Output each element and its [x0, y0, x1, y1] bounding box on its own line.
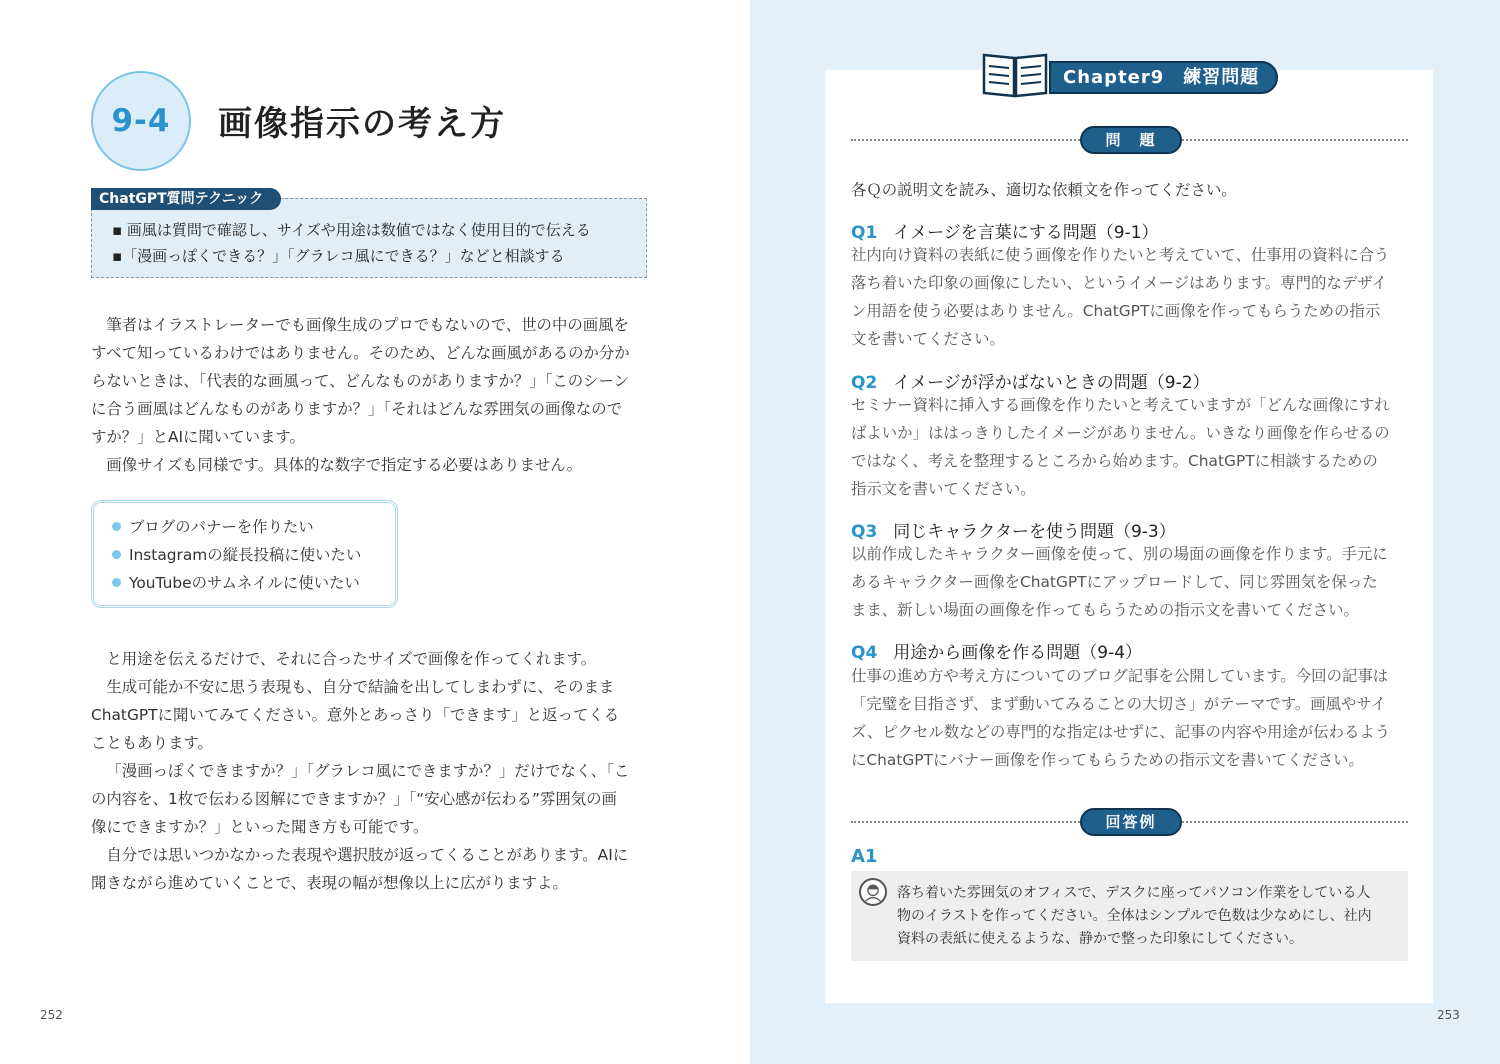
question-number: Q2 [851, 373, 878, 393]
bullet-dot-icon [112, 578, 121, 587]
paragraph-line: の内容を、1枚で伝わる図解にできますか？」「“安心感が伝わる”雰囲気の画 [91, 790, 617, 808]
paragraph-line: 自分では思いつかなかった表現や選択肢が返ってくることがあります。AIに [106, 846, 629, 864]
paragraph-line: らないときは、「代表的な画風って、どんなものがありますか？」「このシーン [91, 372, 630, 390]
person-avatar-icon [859, 878, 887, 906]
use-case-list [112, 513, 361, 597]
section-number-badge [91, 71, 191, 171]
question-number: Q3 [851, 522, 878, 542]
question-body: 社内向け資料の表紙に使う画像を作りたいと考えていて、仕事用の資料に合う 落ち着いた印象の画像にしたい、というイメージはあります。専門的なデザイ ン用語を使う必要はありません。ChatGPTに画像を作ってもらうための指示 文を書いてください。 [851, 246, 1390, 348]
paragraph-line: すか？」とAIに聞いています。 [91, 428, 305, 446]
problems-label: 問 題 [1080, 126, 1182, 154]
paragraph-line: 聞きながら進めていくことで、表現の幅が想像以上に広がりますよ。 [91, 874, 568, 892]
page-number-right: 253 [1437, 1008, 1460, 1022]
technique-tag: ChatGPT質問テクニック [91, 188, 281, 210]
use-case-item: ブログのバナーを作りたい [112, 513, 361, 541]
question-title: Q3 同じキャラクターを使う問題（9-3） [851, 522, 1176, 542]
page-number-left: 252 [40, 1008, 63, 1022]
use-case-item: YouTubeのサムネイルに使いたい [112, 569, 361, 597]
question-body: セミナー資料に挿入する画像を作りたいと考えていますが「どんな画像にすれ ばよいか」ははっきりしたイメージがありません。いきなり画像を作らせるの ではなく、考えを整理するところから始めます。ChatGPTに相談するための 指示文を書いてください。 [851, 396, 1390, 498]
question-body: 以前作成したキャラクター画像を使って、別の場面の画像を作ります。手元に あるキャラクター画像をChatGPTにアップロードして、同じ雰囲気を保った まま、新しい場面の画像を作ってもらうための指示文を書いてください。 [851, 545, 1388, 619]
paragraph-line: 「漫画っぽくできますか？」「グラレコ風にできますか？」だけでなく、「こ [106, 762, 630, 780]
chapter-banner: Chapter9 練習問題 [1049, 61, 1278, 94]
answer-number: A1 [851, 846, 878, 867]
question-title: Q1 イメージを言葉にする問題（9-1） [851, 223, 1159, 243]
technique-list [112, 217, 591, 269]
paragraph-line: 像にできますか？」といった聞き方も可能です。 [91, 818, 429, 836]
answers-label: 回答例 [1080, 808, 1182, 836]
technique-item: ▪ 画風は質問で確認し、サイズや用途は数値ではなく使用目的で伝える [112, 221, 591, 239]
paragraph-line: ChatGPTに聞いてみてください。意外とあっさり「できます」と返ってくる [91, 706, 620, 724]
technique-item: ▪「漫画っぽくできる？」「グラレコ風にできる？」などと相談する [112, 247, 565, 265]
paragraph-line: と用途を伝えるだけで、それに合ったサイズで画像を作ってくれます。 [106, 650, 597, 668]
paragraph-line: すべて知っているわけではありません。そのため、どんな画風があるのか分か [91, 344, 630, 362]
section-number: 9-4 [111, 103, 171, 139]
question-body: 仕事の進め方や考え方についてのブログ記事を公開しています。今回の記事は 「完璧を目指さず、まず動いてみることの大切さ」がテーマです。画風やサイ ズ、ピクセル数などの専門的な指定はせずに、記事の内容や用途が伝わるよう にChatGPTにバナー画像を作ってもらうための指示文を書いてください。 [851, 667, 1391, 769]
body-paragraphs-top [91, 311, 651, 479]
paragraph-line: 筆者はイラストレーターでも画像生成のプロでもないので、世の中の画風を [106, 316, 629, 334]
paragraph-line: 生成可能か不安に思う表現も、自分で結論を出してしまわずに、そのまま [106, 678, 615, 696]
question-number: Q4 [851, 643, 878, 663]
paragraph-line: 画像サイズも同様です。具体的な数字で指定する必要はありません。 [106, 456, 582, 474]
open-book-icon [981, 50, 1049, 98]
answer-text: 落ち着いた雰囲気のオフィスで、デスクに座ってパソコン作業をしている人 物のイラストを作ってください。全体はシンプルで色数は少なめにし、社内 資料の表紙に使えるような、静かで整った印象にしてください。 [897, 885, 1372, 947]
intro-text: 各Ｑの説明文を読み、適切な依頼文を作ってください。 [851, 181, 1237, 199]
section-title: 画像指示の考え方 [218, 104, 506, 144]
question-title: Q2 イメージが浮かばないときの問題（9-2） [851, 373, 1210, 393]
paragraph-line: に合う画風はどんなものがありますか？」「それはどんな雰囲気の画像なので [91, 400, 622, 418]
bullet-dot-icon [112, 522, 121, 531]
body-paragraphs-bottom [91, 645, 651, 897]
question-number: Q1 [851, 223, 878, 243]
question-title: Q4 用途から画像を作る問題（9-4） [851, 643, 1143, 663]
paragraph-line: こともあります。 [91, 734, 213, 752]
bullet-dot-icon [112, 550, 121, 559]
use-case-item: Instagramの縦長投稿に使いたい [112, 541, 361, 569]
